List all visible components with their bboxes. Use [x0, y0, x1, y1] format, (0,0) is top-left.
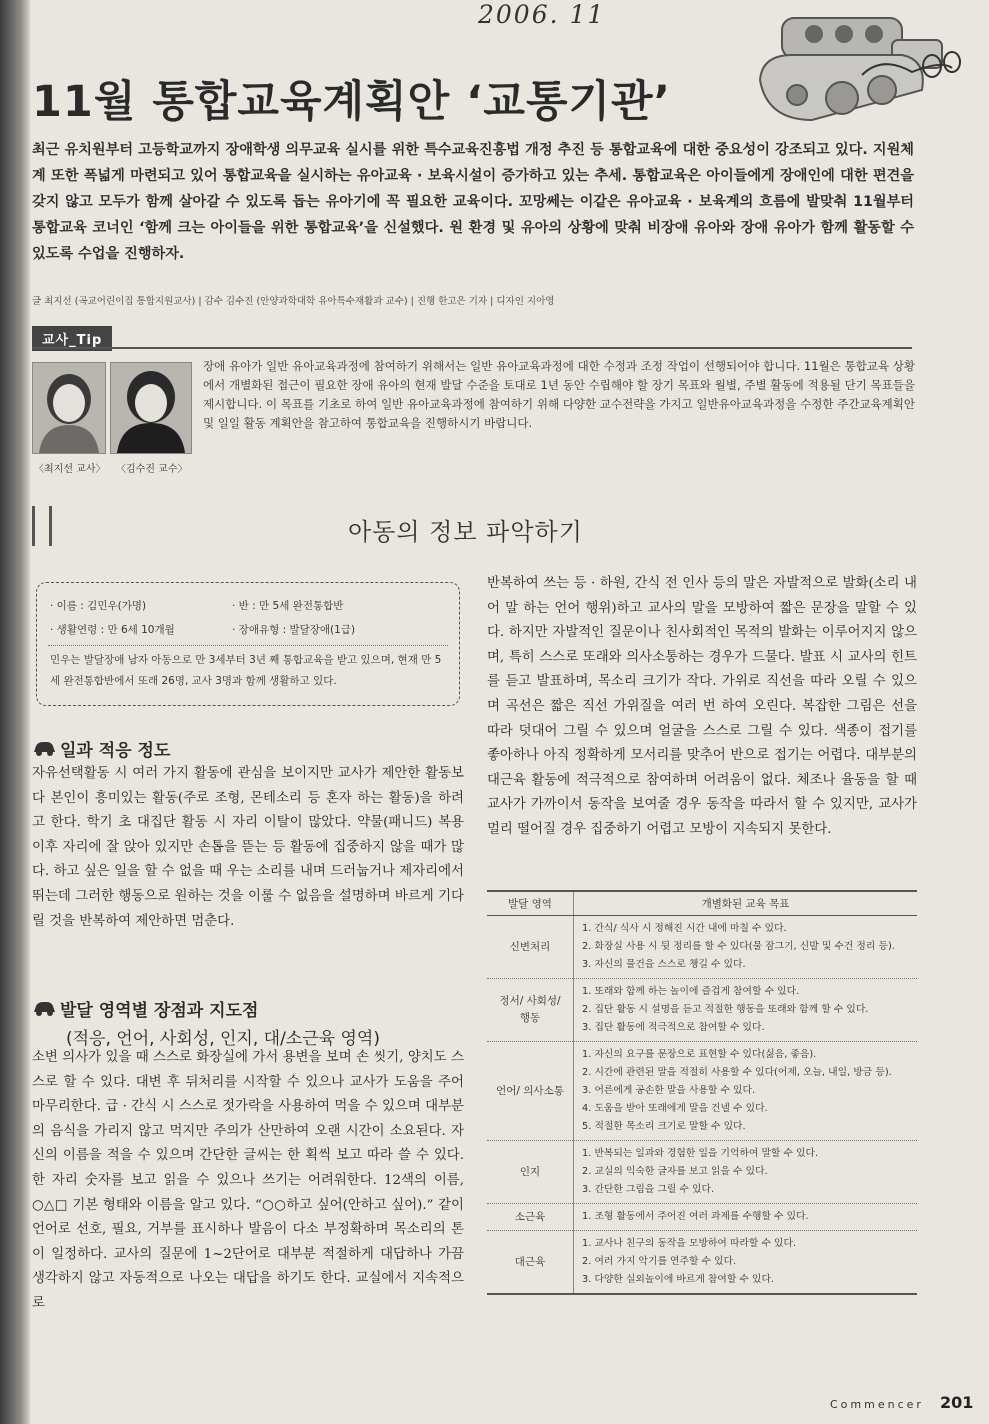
teacher-photo — [32, 362, 106, 454]
table-row — [487, 979, 917, 1042]
development-text-left: 소변 의사가 있을 때 스스로 화장실에 가서 용변을 보며 손 씻기, 양치도 스스로 할 수 있다. 대변 후 뒤처리를 시작할 수 있으나 교사가 도움을 주어 마무리한다. 급 · 간식 시 스스로 젓가락을 사용하여 먹을 수 있으며 대부분의 음식을 가리지 않고 먹지만 주의가 산만하여 오랜 시간이 소요된다. 자신의 이름을 적을 수 있으며 간단한 글씨는 한 획씩 보고 따라 쓸 수 있다. 한 자리 숫자를 보고 읽을 수 있으나 쓰기는 어려워한다. 12색의 이름, ○△□ 기본 형태와 이름을 알고 있다. “○○하고 싶어(안하고 싶어).” 같이 언어로 선호, 필요, 거부를 표시하나 발음이 다소 부정확하며 목소리의 톤이 일정하다. 교사의 질문에 1~2단어로 대부분 적절하게 대답하나 가끔 생각하지 않고 자동적으로 나오는 대답을 하기도 한다. 교실에서 지속적으로 — [32, 1050, 464, 1311]
page-number: 201 — [940, 1393, 974, 1412]
goal-area-cell: 언어/ 의사소통 — [487, 1042, 574, 1141]
goal-list-cell — [574, 1042, 918, 1141]
development-text-right: 반복하여 쓰는 등 · 하원, 간식 전 인사 등의 말은 자발적으로 발화(소리 내어 말 하는 언어 행위)하고 교사의 말을 모방하여 짧은 문장을 말할 수 있다. 하지만 자발적인 질문이나 친사회적인 목적의 발화는 이루어지지 않으며, 특히 스스로 또래와 의사소통하는 경우가 드물다. 발표 시 교사의 힌트를 듣고 발표하며, 목소리 크기가 작다. 가위로 직선을 따라 오릴 수 있으며 곡선은 짧은 직선 가위질을 여러 번 하여 오린다. 복잡한 그림은 선을 따라 덧대어 그릴 수 있으며 얼굴을 스스로 그릴 수 있다. 색종이 접기를 좋아하나 아직 정확하게 모서리를 맞추어 반으로 접기는 어렵다. 대부분의 대근육 활동에 적극적으로 참여하며 어려움이 없다. 체조나 율동을 할 때 교사가 가까이서 동작을 보여줄 경우 동작을 따라서 할 수 있지만, 교사가 멀리 떨어질 경우 집중하기 어렵고 모방이 지속되지 못한다. — [487, 576, 917, 837]
goal-list-cell — [574, 916, 918, 979]
toy-train-illustration — [752, 0, 972, 140]
goal-item: 2. 집단 활동 시 설명을 듣고 적절한 행동을 또래와 함께 할 수 있다. — [582, 1004, 869, 1015]
table-row — [487, 1231, 917, 1294]
goal-item: 3. 다양한 실외놀이에 바르게 참여할 수 있다. — [582, 1274, 775, 1285]
goal-area-cell: 정서/ 사회성/ 행동 — [487, 979, 574, 1042]
table-row — [487, 1204, 917, 1231]
car-icon — [32, 740, 56, 756]
professor-photo — [110, 362, 192, 454]
section-marker-icon — [32, 506, 52, 546]
goal-list-cell — [574, 1231, 918, 1294]
profile-disability: · 장애유형 : 발달장애(1급) — [232, 624, 356, 636]
development-heading: 발달 영역별 장점과 지도점 — [60, 1001, 259, 1021]
goal-item: 1. 교사나 친구의 동작을 모방하여 따라할 수 있다. — [582, 1238, 797, 1249]
profile-name: · 이름 : 김민우(가명) — [50, 600, 147, 612]
binding-shadow — [0, 0, 30, 1424]
goals-header-area: 발달 영역 — [487, 892, 574, 916]
goal-list-cell — [574, 1204, 918, 1231]
goals-header-goal: 개별화된 교육 목표 — [574, 892, 918, 916]
adaptation-text: 자유선택활동 시 여러 가지 활동에 관심을 보이지만 교사가 제안한 활동보다 본인이 흥미있는 활동(주로 조형, 몬테소리 등 혼자 하는 활동)을 하려고 한다. 학기 초 대집단 활동 시 자리 이탈이 많았다. 약물(패니드) 복용 이후 자리에 잘 앉아 있지만 손톱을 뜯는 등 활동에 집중하지 않을 때가 많다. 하고 싶은 일을 할 수 없을 때 우는 소리를 내며 드러눕거나 제자리에서 뛰는데 그러한 행동으로 원하는 것을 이룰 수 없음을 설명하며 바르게 기다릴 것을 반복하여 제안하면 멈춘다. — [32, 766, 464, 929]
professor-photo-caption: 〈김수진 교수〉 — [116, 464, 188, 475]
goals-table-header-row — [487, 892, 917, 916]
profile-divider — [48, 645, 448, 646]
goal-item: 2. 화장실 사용 시 뒷 정리를 할 수 있다(물 잠그기, 신발 및 수건 정리 등). — [582, 941, 895, 952]
goal-area-cell: 대근육 — [487, 1231, 574, 1294]
page-title: 11월 통합교육계획안 ‘교통기관’ — [32, 77, 671, 127]
table-row — [487, 916, 917, 979]
handwritten-date: 2006. 11 — [478, 0, 606, 29]
goal-area-cell: 신변처리 — [487, 916, 574, 979]
goal-area-cell: 인지 — [487, 1141, 574, 1204]
goal-list-cell — [574, 979, 918, 1042]
tip-divider — [32, 347, 912, 349]
profile-description: 민우는 발달장애 남자 아동으로 만 3세부터 3년 째 통합교육을 받고 있으며, 현재 만 5세 완전통합반에서 또래 26명, 교사 3명과 함께 생활하고 있다. — [50, 654, 442, 687]
goal-item: 2. 교실의 익숙한 글자를 보고 읽을 수 있다. — [582, 1166, 768, 1177]
profile-class: · 반 : 만 5세 완전통합반 — [232, 600, 344, 612]
profile-age: · 생활연령 : 만 6세 10개월 — [50, 624, 175, 636]
section-title: 아동의 정보 파악하기 — [348, 518, 583, 546]
goal-item: 2. 시간에 관련된 말을 적절히 사용할 수 있다(어제, 오늘, 내일, 방금 등). — [582, 1067, 892, 1078]
tip-badge: 교사_Tip — [32, 326, 112, 351]
goal-area-cell: 소근육 — [487, 1204, 574, 1231]
goal-item: 2. 여러 가지 악기를 연주할 수 있다. — [582, 1256, 737, 1267]
goal-item: 4. 도움을 받아 또래에게 말을 건넬 수 있다. — [582, 1103, 768, 1114]
goal-item: 1. 또래와 함께 하는 놀이에 즐겁게 참여할 수 있다. — [582, 986, 800, 997]
goal-item: 1. 자신의 요구를 문장으로 표현할 수 있다(싫음, 좋음). — [582, 1049, 817, 1060]
goals-table-wrapper — [487, 890, 917, 1295]
goal-item: 3. 자신의 물건을 스스로 챙길 수 있다. — [582, 959, 746, 970]
table-row — [487, 1042, 917, 1141]
goal-item: 1. 조형 활동에서 주어진 여러 과제를 수행할 수 있다. — [582, 1211, 809, 1222]
goal-item: 1. 간식/ 식사 시 정해진 시간 내에 마칠 수 있다. — [582, 923, 787, 934]
intro-paragraph: 최근 유치원부터 고등학교까지 장애학생 의무교육 실시를 위한 특수교육진흥법 개정 추진 등 통합교육에 대한 중요성이 강조되고 있다. 지원체계 또한 폭넓게 마련되고 있어 통합교육을 실시하는 유아교육 · 보육시설이 증가하고 있는 추세. 통합교육은 아이들에게 장애인에 대한 편견을 갖지 않고 모두가 함께 살아갈 수 있도록 돕는 유아기에 꼭 필요한 교육이다. 꼬망쎄는 이같은 유아교육 · 보육계의 흐름에 발맞춰 11월부터 통합교육 코너인 ‘함께 크는 아이들을 위한 통합교육’을 신설했다. 원 환경 및 유아의 상황에 맞춰 비장애 유아와 장애 유아가 함께 활동할 수 있도록 수업을 진행하자. — [32, 142, 914, 262]
goal-item: 3. 집단 활동에 적극적으로 참여할 수 있다. — [582, 1022, 765, 1033]
development-subheading: (적응, 언어, 사회성, 인지, 대/소근육 영역) — [66, 1029, 380, 1049]
goal-item: 3. 어른에게 공손한 말을 사용할 수 있다. — [582, 1085, 756, 1096]
tip-text: 장애 유아가 일반 유아교육과정에 참여하기 위해서는 일반 유아교육과정에 대한 수정과 조정 작업이 선행되어야 합니다. 11월은 통합교육 상황에서 개별화된 접근이 필요한 장애 유아의 현재 발달 수준을 토대로 1년 동안 수립해야 할 장기 목표와 월별, 주별 활동에 적용될 단기 목표들을 제시합니다. 이 목표를 기초로 하여 일반 유아교육과정에 참여하기 위해 다양한 교수전략을 가지고 일반유아교육과정을 수정한 주간교육계획안 및 일일 활동 계획안을 참고하여 통합교육을 진행하시기 바랍니다. — [203, 359, 915, 430]
car-icon — [32, 1000, 56, 1016]
teacher-photo-caption: 〈최지선 교사〉 — [34, 464, 106, 475]
goal-item: 5. 적절한 목소리 크기로 말할 수 있다. — [582, 1121, 746, 1132]
magazine-name: Commencer — [830, 1398, 924, 1411]
adaptation-heading: 일과 적응 정도 — [60, 741, 171, 761]
table-row — [487, 1141, 917, 1204]
goals-table — [487, 892, 917, 1293]
goal-item: 1. 반복되는 일과와 경험한 일을 기억하여 말할 수 있다. — [582, 1148, 819, 1159]
goal-list-cell — [574, 1141, 918, 1204]
goal-item: 3. 간단한 그림을 그릴 수 있다. — [582, 1184, 715, 1195]
credits-line: 글 최지선 (곡교어린이집 통합지원교사) | 감수 김수진 (안양과학대학 유아특수재활과 교수) | 진행 한고은 기자 | 디자인 지아영 — [32, 296, 555, 307]
